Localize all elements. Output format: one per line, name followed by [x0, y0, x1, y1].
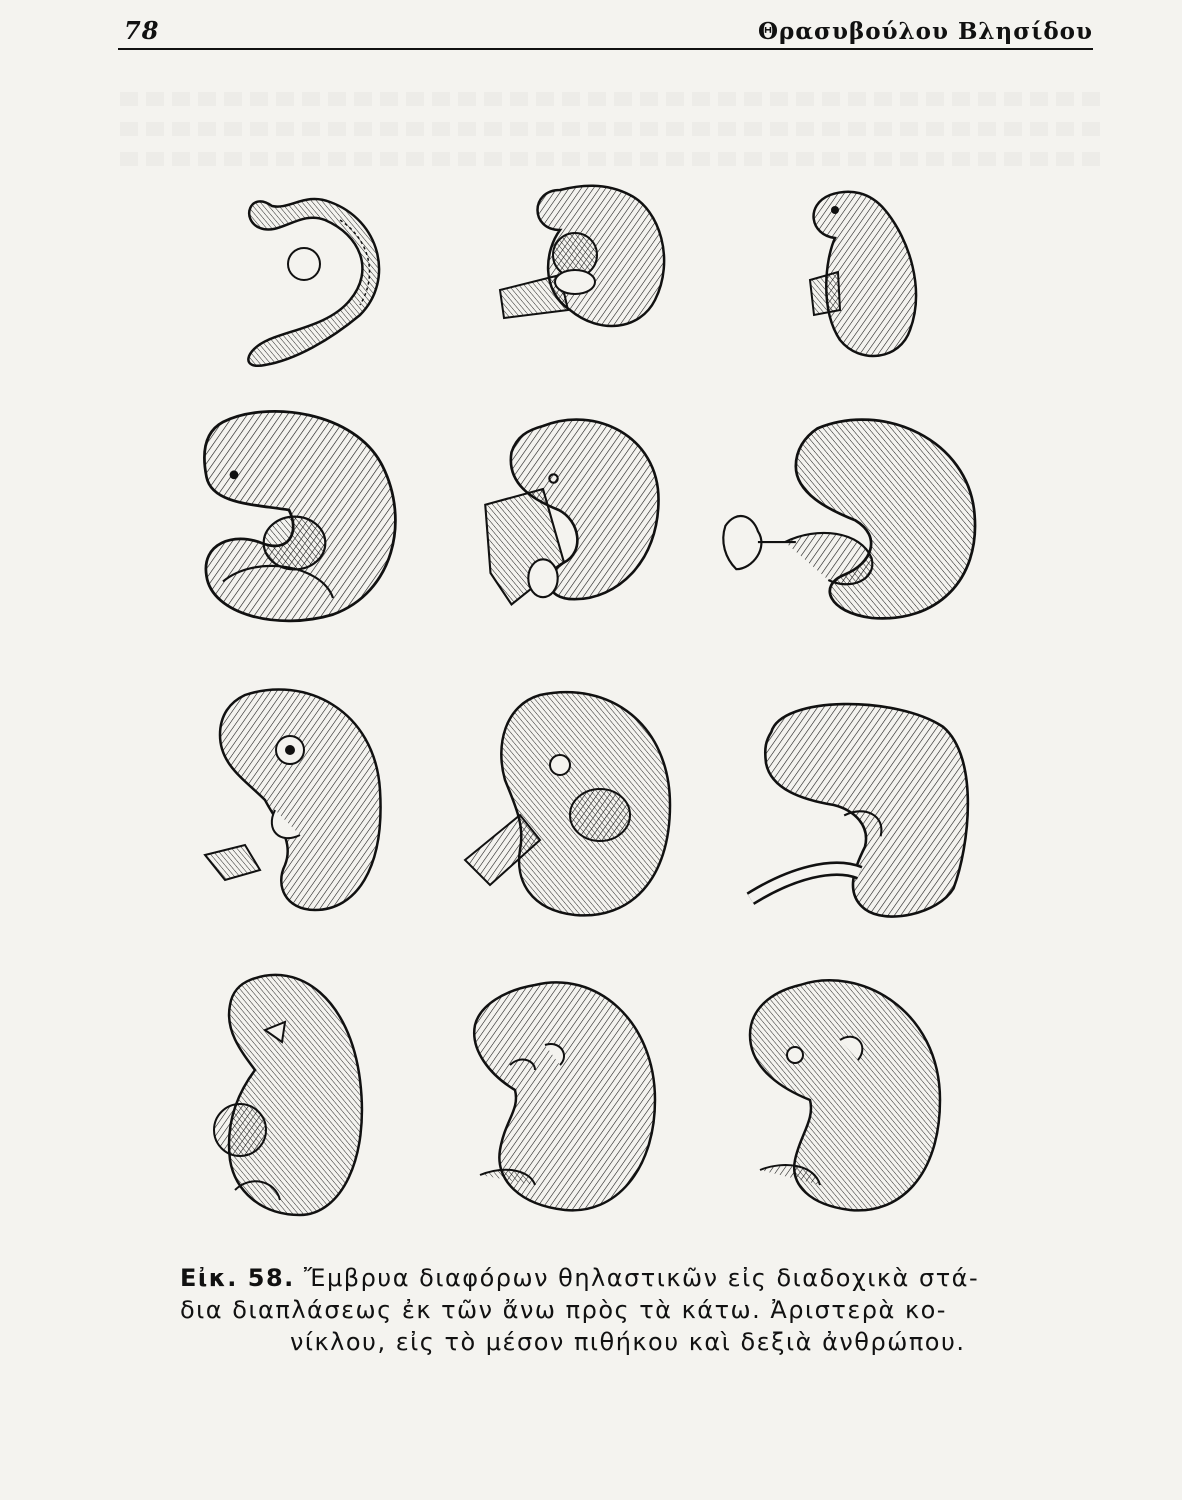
figure-label: Εἰκ. 58. — [180, 1264, 295, 1292]
embryo-monkey-stage-4 — [465, 970, 665, 1220]
fetus-curled-icon — [465, 970, 665, 1220]
embryo-curled-tail-icon — [720, 405, 980, 625]
embryo-fetal-limbs-icon — [740, 690, 990, 920]
embryo-early-elongated-icon — [210, 180, 410, 380]
fetus-curled-icon — [210, 960, 380, 1230]
embryo-human-stage-2 — [720, 405, 980, 625]
embryo-monkey-stage-2 — [480, 405, 690, 615]
embryo-human-stage-4 — [740, 970, 950, 1220]
embryo-fetal-limbs-icon — [455, 685, 685, 925]
embryo-early-curled-icon — [780, 180, 980, 380]
embryo-curled-tail-icon — [190, 400, 410, 620]
embryo-human-stage-3 — [740, 690, 990, 920]
caption-line-3: νίκλου, εἰς τὸ μέσον πιθήκου καὶ δεξιὰ ἀνθρώπου. — [290, 1328, 966, 1356]
embryo-rabbit-stage-2 — [190, 400, 410, 620]
embryo-early-curled-icon — [490, 170, 690, 370]
show-through-text — [120, 92, 1100, 106]
embryo-rabbit-stage-3 — [205, 680, 405, 920]
caption-text-1: Ἔμβρυα διαφόρων θηλαστικῶν εἰς διαδοχικὰ στά- — [294, 1264, 980, 1292]
figure-caption — [180, 1262, 1030, 1358]
embryo-rabbit-stage-4 — [210, 960, 380, 1230]
running-header — [118, 12, 1093, 50]
embryo-plate-figure — [190, 160, 1010, 1240]
caption-line-2: δια διαπλάσεως ἐκ τῶν ἄνω πρὸς τὰ κάτω. Ἀριστερὰ κο- — [180, 1296, 947, 1324]
caption-line-1 — [180, 1262, 1030, 1294]
show-through-text — [120, 122, 1100, 136]
page-number: 78 — [124, 16, 160, 45]
embryo-curled-tail-icon — [480, 405, 690, 615]
embryo-rabbit-stage-1 — [210, 180, 410, 380]
embryo-monkey-stage-3 — [455, 685, 685, 925]
fetus-curled-icon — [740, 970, 950, 1220]
embryo-fetal-limbs-icon — [205, 680, 405, 920]
embryo-human-stage-1 — [780, 180, 980, 380]
embryo-monkey-stage-1 — [490, 170, 690, 370]
header-author: Θρασυβούλου Βλησίδου — [758, 18, 1093, 45]
